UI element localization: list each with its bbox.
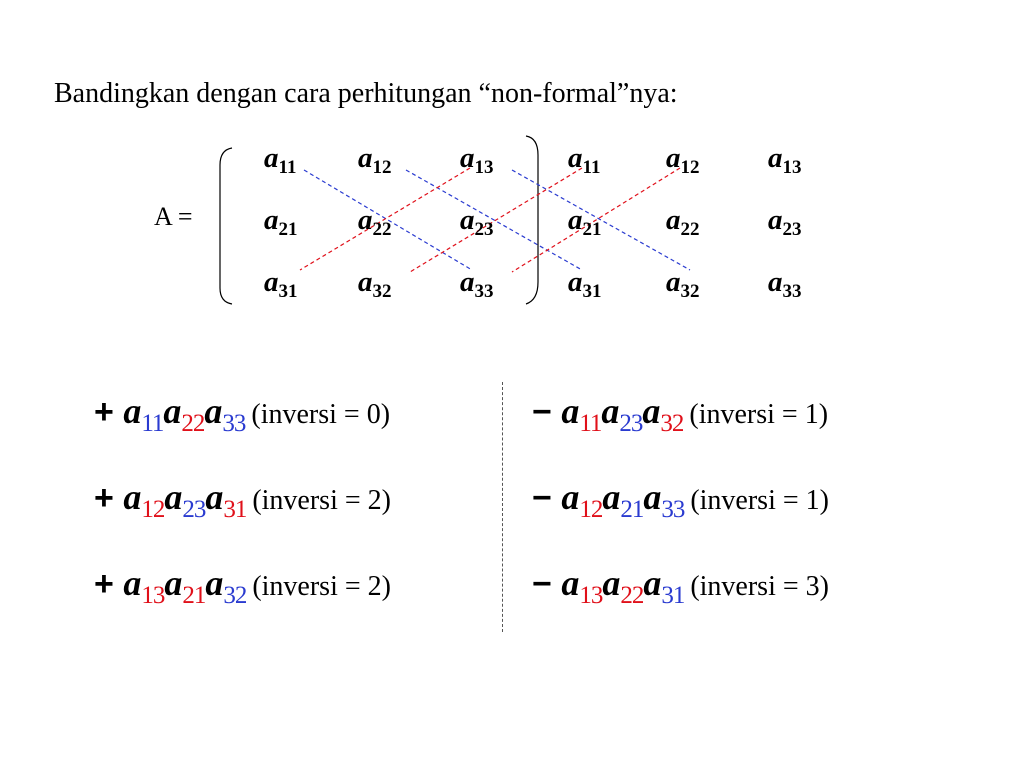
factor-a13: $a_{13}$ (123, 563, 165, 609)
matrix-label: A = (154, 202, 193, 231)
term-sign: − (532, 479, 562, 517)
term-left-3 (94, 562, 391, 610)
diagonal-blue-2 (406, 170, 582, 270)
term-sign: − (532, 393, 562, 431)
matrix-cell-a31-repeat: $a_{31}$ (568, 266, 602, 302)
matrix-cell-a32: $a_{32}$ (358, 266, 392, 302)
matrix-cell-a31: $a_{31}$ (264, 266, 298, 302)
inversion-count: (inversi = 2) (252, 485, 391, 516)
factor-a13: $a_{13}$ (561, 563, 603, 609)
matrix-cell-a21-repeat: $a_{21}$ (568, 204, 602, 240)
factor-a23: $a_{23}$ (164, 477, 206, 523)
matrix-cell-a13-repeat: $a_{13}$ (768, 142, 802, 178)
inversion-count: (inversi = 1) (689, 399, 829, 430)
slide-heading: Bandingkan dengan cara perhitungan “non-formal”nya: (54, 78, 678, 109)
matrix-cell-a12-repeat: $a_{12}$ (666, 142, 700, 178)
matrix-cell-a11-repeat: $a_{11}$ (568, 142, 601, 178)
inversion-count: (inversi = 3) (690, 571, 829, 602)
factor-a32: $a_{32}$ (642, 391, 684, 437)
column-divider (502, 382, 503, 632)
factor-a33: $a_{33}$ (204, 391, 246, 437)
diagonal-red-2 (410, 168, 582, 272)
matrix-cell-a33-repeat: $a_{33}$ (768, 266, 802, 302)
term-left-2 (94, 476, 391, 524)
matrix-cell-a23: $a_{23}$ (460, 204, 494, 240)
term-sign: − (532, 565, 562, 603)
matrix-cell-a22-repeat: $a_{22}$ (666, 204, 700, 240)
term-left-1 (94, 390, 390, 438)
inversion-count: (inversi = 0) (251, 399, 391, 430)
matrix-cell-a33: $a_{33}$ (460, 266, 494, 302)
matrix-cell-a12: $a_{12}$ (358, 142, 392, 178)
matrix-cell-a13: $a_{13}$ (460, 142, 494, 178)
term-sign: + (94, 479, 124, 517)
factor-a23: $a_{23}$ (601, 391, 643, 437)
matrix-cell-a11: $a_{11}$ (264, 142, 297, 178)
inversion-count: (inversi = 2) (252, 571, 391, 602)
factor-a22: $a_{22}$ (163, 391, 205, 437)
term-sign: + (94, 393, 124, 431)
factor-a31: $a_{31}$ (205, 477, 247, 523)
matrix-cell-a32-repeat: $a_{32}$ (666, 266, 700, 302)
factor-a12: $a_{12}$ (561, 477, 603, 523)
factor-a33: $a_{33}$ (643, 477, 685, 523)
factor-a12: $a_{12}$ (123, 477, 165, 523)
factor-a22: $a_{22}$ (602, 563, 644, 609)
factor-a21: $a_{21}$ (602, 477, 644, 523)
factor-a21: $a_{21}$ (164, 563, 206, 609)
matrix-cell-a22: $a_{22}$ (358, 204, 392, 240)
factor-a32: $a_{32}$ (205, 563, 247, 609)
right-bracket (526, 136, 538, 304)
matrix-cell-a23-repeat: $a_{23}$ (768, 204, 802, 240)
left-bracket (220, 148, 232, 304)
factor-a31: $a_{31}$ (643, 563, 685, 609)
term-sign: + (94, 565, 124, 603)
matrix-cell-a21: $a_{21}$ (264, 204, 298, 240)
term-right-2 (532, 476, 829, 524)
factor-a11: $a_{11}$ (123, 391, 164, 437)
term-right-1 (532, 390, 828, 438)
term-right-3 (532, 562, 829, 610)
factor-a11: $a_{11}$ (561, 391, 602, 437)
inversion-count: (inversi = 1) (690, 485, 829, 516)
